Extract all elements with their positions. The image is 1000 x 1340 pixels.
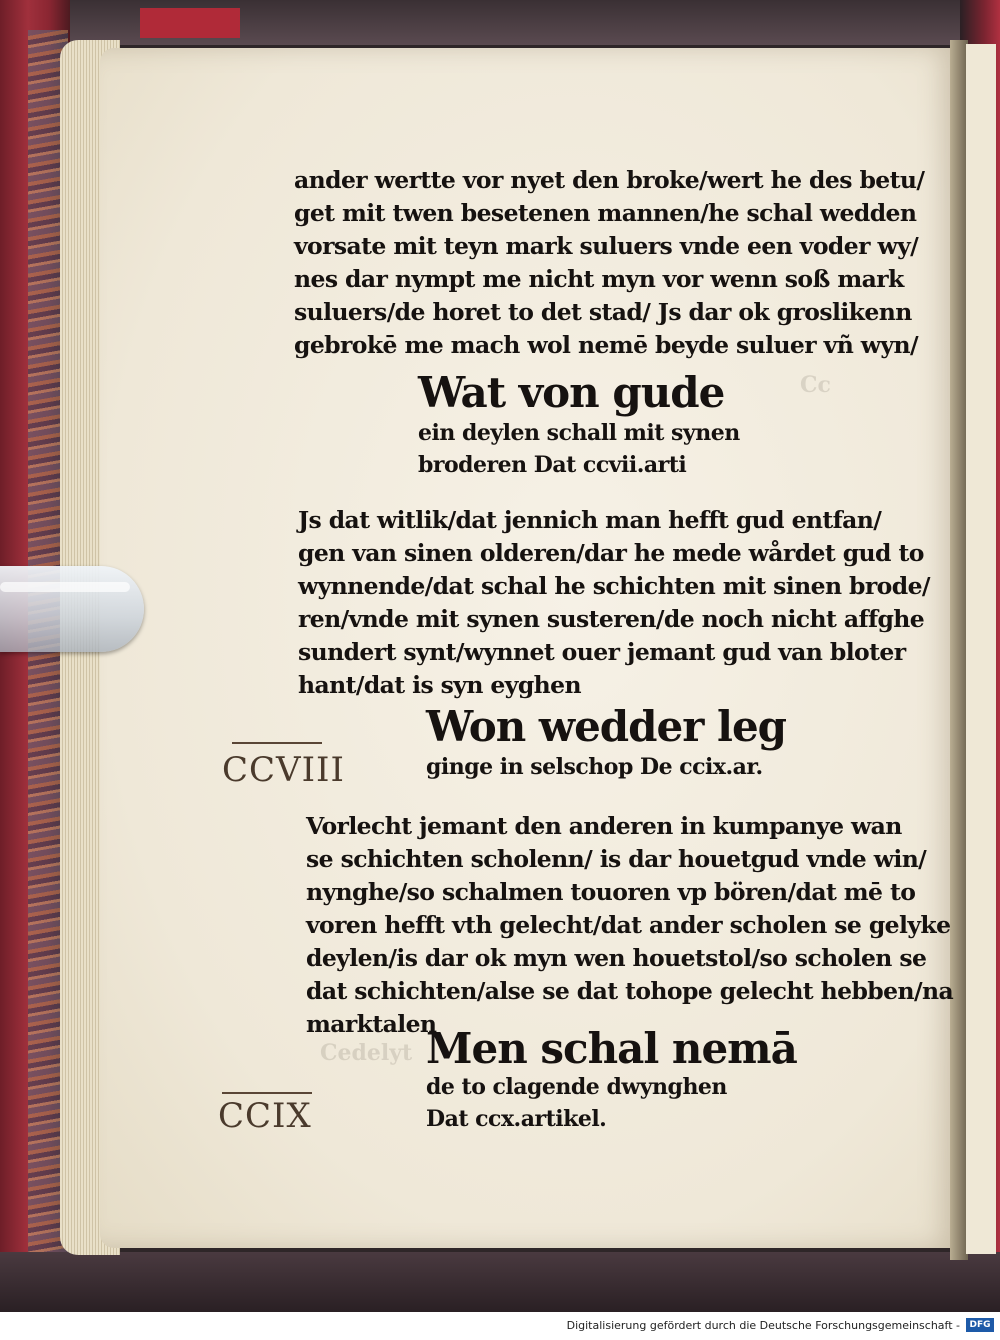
book-cover-bottom — [0, 1252, 1000, 1312]
section-heading: Won wedder leg — [426, 702, 787, 751]
section-subheading: ein deylen schall mit synen — [418, 420, 740, 446]
text-line: get mit twen besetenen mannen/he schal wedden — [294, 199, 917, 227]
book-scan: Cc Cedelyt ander wertte vor nyet den broke/wert he des betu/ get mit twen besetenen mannen/he schal wedden vorsate mit teyn mark suluers vnde een voder wy/ nes dar nympt me nicht myn vor wenn soß mark suluers/de horet to det stad/ Js dar ok groslikenn gebrokē me mach wol nemē beyde suluer vñ wyn/ Wat von gude ein deylen schall mit synen broderen Dat ccvii.arti Js dat witlik/dat jennich man hefft gud entfan/ gen van sinen olderen/dar he mede wårdet gud to wynnende/dat schal he schichten mit sinen brode/ ren/vnde mit synen susteren/de noch nicht affghe sundert synt/wynnet ouer jemant gud van bloter hant/dat is syn eyghen Won wedder leg ginge in selschop De ccix.ar. CCVIII Vorlecht jemant den anderen in kumpanye wan se schichten scholenn/ is dar houetgud vnde win/ nynghe/so schalmen touoren vp bören/dat mē to voren hefft vth gelecht/dat ander scholen se gelyke deylen/is dar ok myn wen houetstol/so scholen se dat schichten/alse se dat tohope gelecht hebben/na marktalen Men schal nemā de to clagende dwynghen Dat ccx.artikel. CCIX — [0, 0, 1000, 1312]
text-line: nes dar nympt me nicht myn vor wenn soß mark — [294, 265, 904, 293]
page-clip — [0, 566, 144, 652]
text-line: suluers/de horet to det stad/ Js dar ok groslikenn — [294, 298, 912, 326]
margin-annotation: CCVIII — [222, 750, 345, 790]
footer-bar — [0, 1312, 1000, 1340]
section-heading: Men schal nemā — [426, 1024, 797, 1073]
text-line: Vorlecht jemant den anderen in kumpanye wan — [306, 812, 902, 840]
text-line: gen van sinen olderen/dar he mede wårdet gud to — [298, 539, 924, 567]
margin-annotation: CCIX — [218, 1096, 312, 1136]
text-line: se schichten scholenn/ is dar houetgud vnde win/ — [306, 845, 927, 873]
text-line: vorsate mit teyn mark suluers vnde een voder wy/ — [294, 232, 919, 260]
text-line: dat schichten/alse se dat tohope gelecht hebben/na — [306, 977, 954, 1005]
text-line: gebrokē me mach wol nemē beyde suluer vñ wyn/ — [294, 331, 918, 359]
text-line: nynghe/so schalmen touoren vp bören/dat mē to — [306, 878, 916, 906]
text-line: voren hefft vth gelecht/dat ander scholen se gelyke — [306, 911, 951, 939]
dfg-logo: DFG — [966, 1318, 994, 1332]
text-line: hant/dat is syn eyghen — [298, 671, 581, 699]
text-line: Js dat witlik/dat jennich man hefft gud entfan/ — [298, 506, 882, 534]
margin-flourish — [222, 1092, 312, 1094]
text-line: ren/vnde mit synen susteren/de noch nicht affghe — [298, 605, 925, 633]
funding-credit: Digitalisierung gefördert durch die Deutsche Forschungsgemeinschaft - — [566, 1319, 960, 1332]
text-line: sundert synt/wynnet ouer jemant gud van bloter — [298, 638, 906, 666]
section-subheading: de to clagende dwynghen — [426, 1074, 727, 1100]
margin-flourish — [232, 742, 322, 744]
section-heading: Wat von gude — [418, 368, 725, 417]
section-subheading: Dat ccx.artikel. — [426, 1106, 607, 1132]
text-line: marktalen — [306, 1010, 437, 1038]
section-subheading: ginge in selschop De ccix.ar. — [426, 754, 763, 780]
text-line: ander wertte vor nyet den broke/wert he des betu/ — [294, 166, 925, 194]
cover-corner — [140, 8, 240, 38]
facing-page — [966, 44, 996, 1254]
text-line: deylen/is dar ok myn wen houetstol/so scholen se — [306, 944, 927, 972]
text-line: wynnende/dat schal he schichten mit sinen brode/ — [298, 572, 930, 600]
section-subheading: broderen Dat ccvii.arti — [418, 452, 687, 478]
